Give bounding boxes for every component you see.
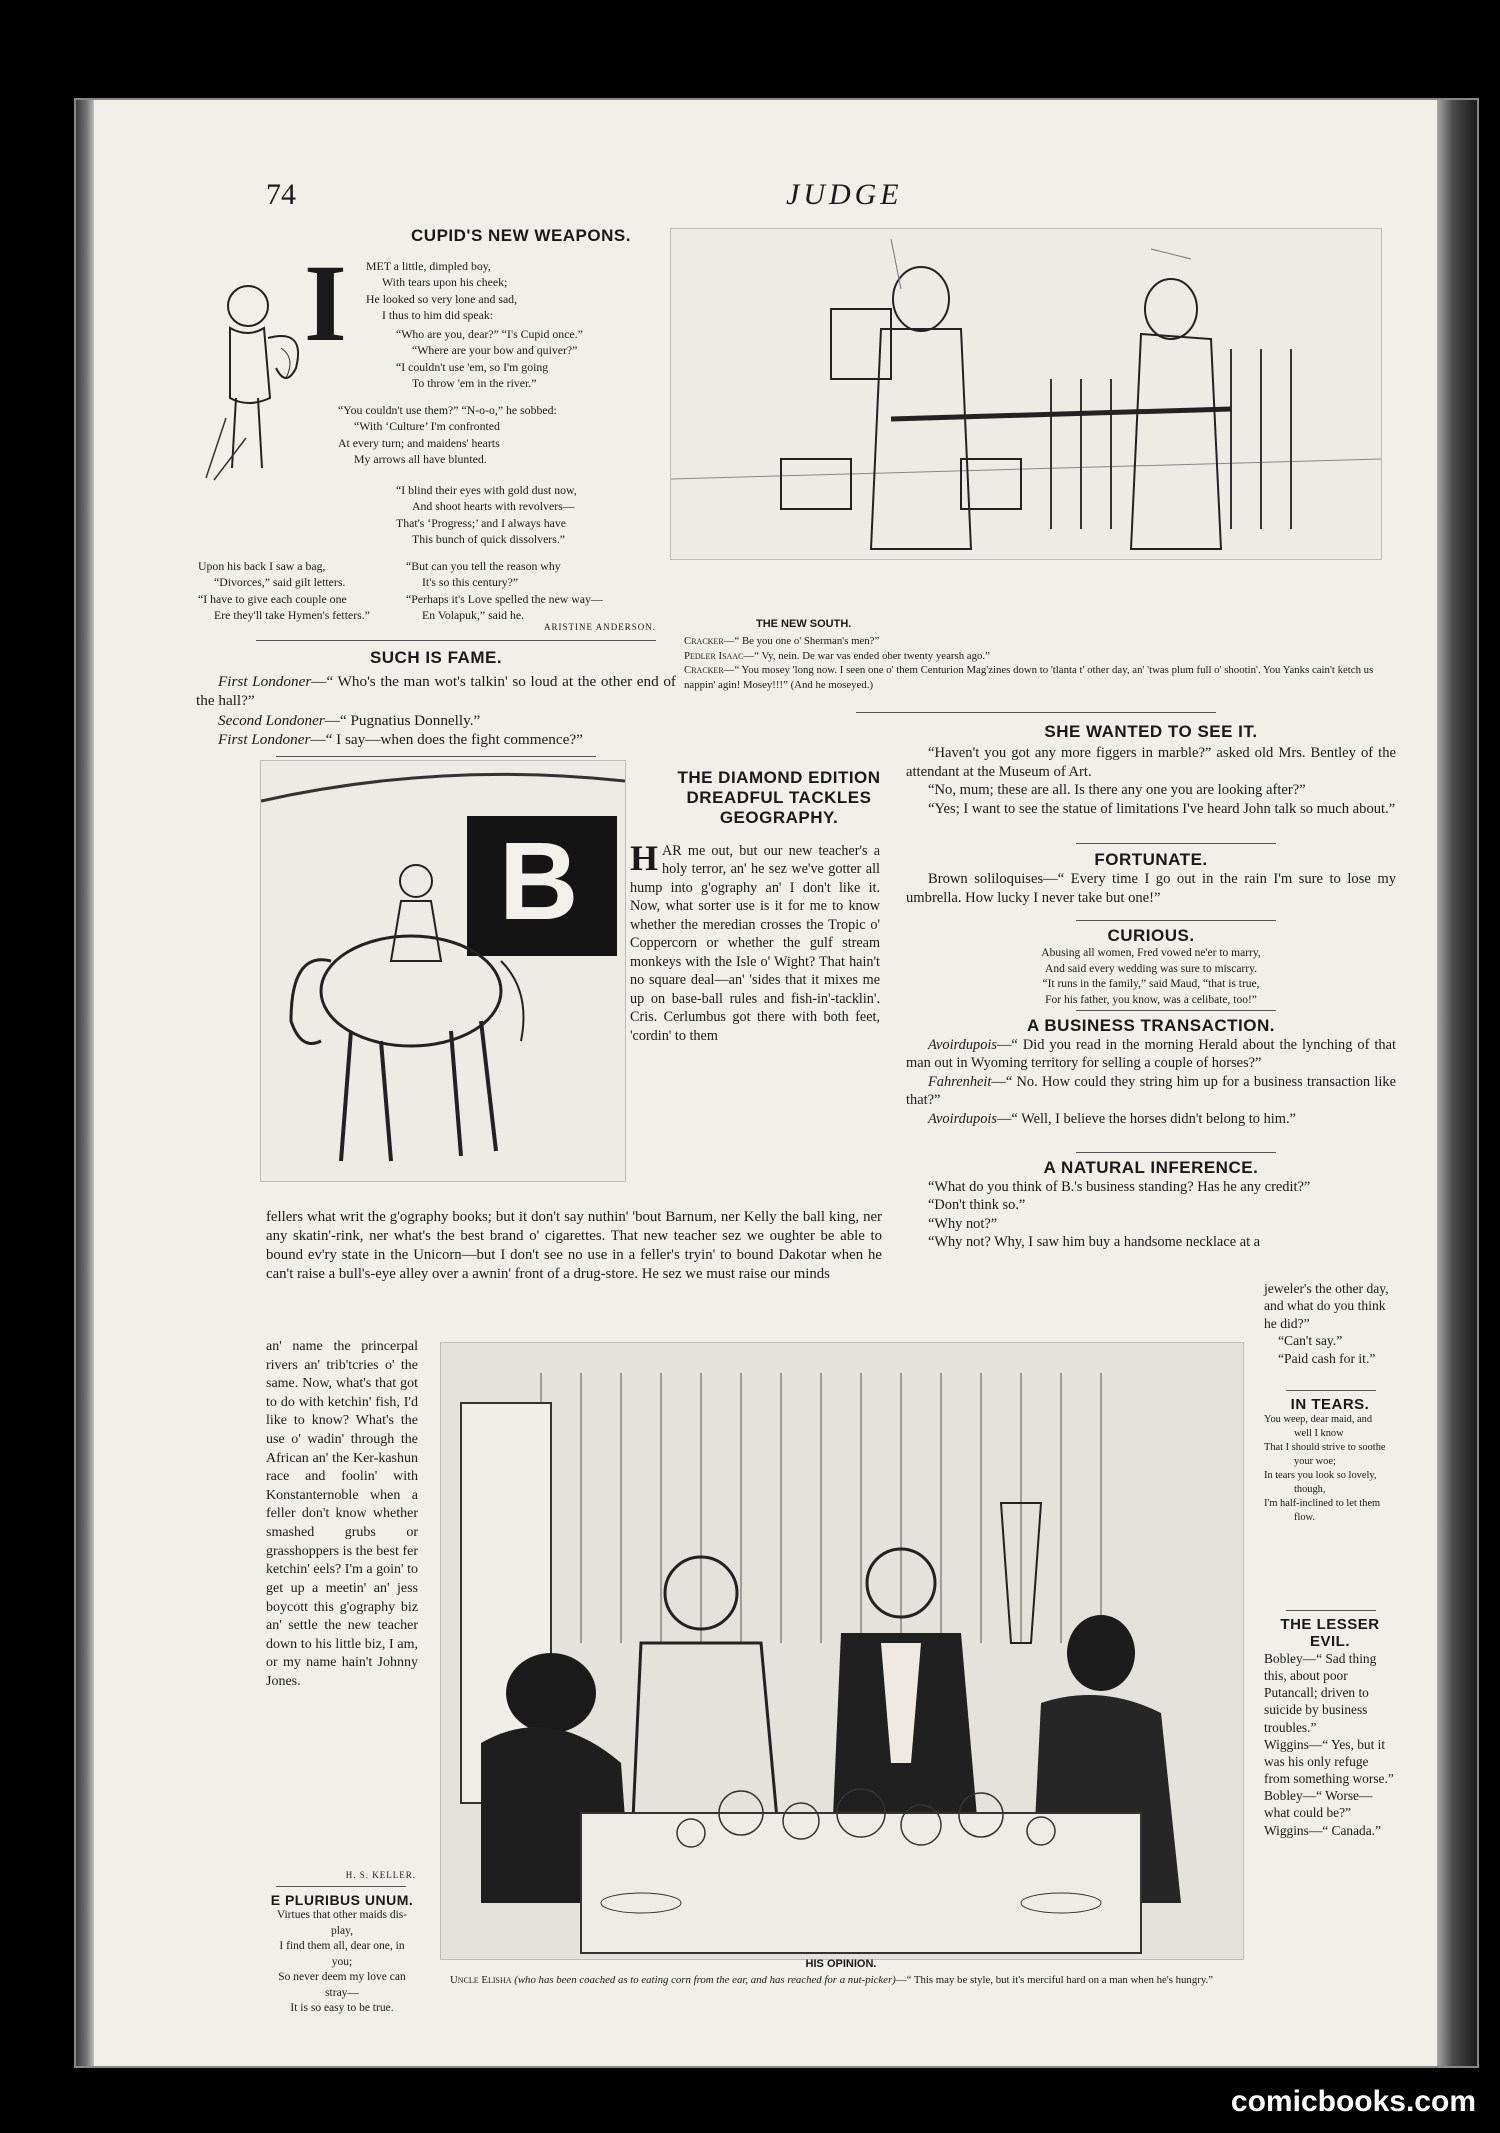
- diamond-paragraph: an' name the princerpal rivers an' trib'tcries o' the same. Now, what's that got to do with ketchin' fish, I'd like to know? What's the use o' wadin' through the African an' the Ker-kashun race and foolin' with Konstanternoble when a feller don't know whether smashed grubs or grasshoppers is the best fer ketchin' eels? I'm a goin' to get up a meetin' an' jess boycott this g'ography biz an' settle the new teacher down to his little biz, I am, or my name hain't Johnny Jones.: [266, 1339, 418, 1689]
- poem-line: “Perhaps it's Love spelled the new way—: [406, 591, 603, 606]
- business-line: [906, 1073, 1396, 1110]
- diamond-title-line: DREADFUL TACKLES: [686, 788, 872, 807]
- inference-body: [906, 1178, 1396, 1252]
- lesser-heading: THE LESSER EVIL.: [1280, 1616, 1380, 1650]
- poem-line: And shoot hearts with revolvers—: [412, 499, 575, 514]
- horse-illustration: [260, 760, 626, 1182]
- poem-line: “I couldn't use 'em, so I'm going: [396, 359, 549, 374]
- watermark: comicbooks.com: [1230, 2085, 1476, 2118]
- new-south-caption: [666, 618, 966, 630]
- line-text: —“ No. How could they string him up for a business transaction like that?”: [906, 1073, 1396, 1109]
- masthead: JUDGE: [786, 178, 903, 211]
- stage-direction: (who has been coached as to eating corn from the ear, and has reached for a nut-picker): [514, 1974, 896, 1986]
- paragraph-text: “Don't think so.”: [928, 1197, 1026, 1214]
- poem-line: I find them all, dear one, in: [279, 1940, 405, 1953]
- diamond-paragraph: [630, 838, 880, 1045]
- lesser-article: [1264, 1616, 1396, 1839]
- paragraph-text: Bobley—“ Sad thing this, about poor Putancall; driven to suicide by business troubles.”: [1264, 1651, 1377, 1735]
- poem-line: “I have to give each couple one: [198, 591, 347, 606]
- poem-line: flow.: [1294, 1512, 1315, 1524]
- paragraph-text: “Why not?”: [928, 1215, 998, 1232]
- poem-line: It is so easy to be true.: [290, 2002, 394, 2015]
- divider: [1286, 1610, 1376, 1611]
- poem-line: “Who are you, dear?” “I's Cupid once.”: [396, 327, 583, 341]
- poem-line: “You couldn't use them?” “N-o-o,” he sobbed:: [338, 403, 557, 417]
- south-line: [684, 649, 1398, 664]
- poem-line: well I know: [1294, 1428, 1344, 1440]
- speaker: Fahrenheit: [928, 1073, 992, 1090]
- poem-line: though,: [1294, 1484, 1326, 1496]
- line-text: —“ Pugnatius Donnelly.”: [324, 711, 481, 729]
- speaker: First Londoner: [218, 673, 312, 690]
- poem-line: So never deem my love can: [278, 1971, 406, 1984]
- speaker: Pedler Isaac: [684, 649, 744, 662]
- line-text: —“ I say—when does the fight commence?”: [310, 731, 583, 749]
- business-body: [906, 1036, 1396, 1128]
- poem-line: Ere they'll take Hymen's fetters.”: [214, 607, 370, 622]
- poem-line: play,: [331, 1924, 353, 1937]
- inference-article: [906, 1158, 1396, 1252]
- new-south-dialogue: [684, 634, 1398, 692]
- poem-line: With tears upon his cheek;: [382, 275, 508, 290]
- paragraph-text: Wiggins—“ Yes, but it was his only refuge from something worse.”: [1264, 1736, 1394, 1787]
- pluribus-poem: [262, 1892, 422, 2017]
- poem-line: That's ‘Progress;’ and I always have: [396, 515, 566, 530]
- business-article: [906, 1016, 1396, 1128]
- poem-line: Upon his back I saw a bag,: [198, 559, 326, 573]
- page-binding: [76, 100, 94, 2066]
- poem-line: He looked so very lone and sad,: [366, 291, 518, 306]
- paragraph-text: “What do you think of B.'s business standing? Has he any credit?”: [928, 1179, 1311, 1195]
- poem-line: In tears you look so lovely,: [1264, 1470, 1377, 1482]
- paragraph-text: Wiggins—“ Canada.”: [1264, 1822, 1381, 1838]
- diamond-wide-column: [266, 1208, 882, 1284]
- poem-line: At every turn; and maidens' hearts: [338, 435, 500, 450]
- marble-heading: SHE WANTED TO SEE IT.: [1044, 722, 1258, 741]
- page-edge: [1437, 100, 1477, 2066]
- diamond-left-column: [266, 1338, 418, 1692]
- cupid-stanza-1: [366, 258, 556, 323]
- poem-line: MET a little, dimpled boy,: [366, 259, 491, 273]
- cupid-stanza-5: [198, 558, 418, 623]
- speaker: First Londoner: [218, 731, 311, 749]
- curious-poem: [906, 926, 1396, 1008]
- diamond-drop-cap: H: [630, 838, 659, 878]
- cupid-stanza-3: [338, 402, 608, 467]
- fame-dialogue: [196, 672, 676, 750]
- poem-line: En Volapuk,” said he.: [422, 607, 525, 622]
- business-line: [906, 1036, 1396, 1073]
- poem-line: “It runs in the family,” said Maud, “that is true,: [1042, 978, 1260, 991]
- divider: [276, 756, 596, 757]
- speaker: Avoirdupois: [928, 1037, 998, 1053]
- cupid-title: [406, 226, 636, 246]
- speaker: Cracker: [684, 664, 724, 677]
- fame-article: [196, 648, 676, 750]
- divider: [256, 640, 656, 641]
- divider: [1076, 1010, 1276, 1011]
- inference-tail: [1264, 1280, 1396, 1367]
- poem-line: That I should strive to soothe: [1264, 1442, 1386, 1454]
- line-text: —“ Did you read in the morning Herald about the lynching of that man out in Wyoming territory for selling a couple of horses?”: [906, 1037, 1396, 1072]
- divider: [1076, 843, 1276, 844]
- diamond-paragraph: fellers what writ the g'ography books; but it don't say nuthin' 'bout Barnum, ner Kelly the ball king, ner any skatin'-rink, ner what's the best brand o' cigarettes. That new teacher sez we oughter be able to bound ev'ry state in the Unicorn—but I don't see no use in a feller's tryin' to bound Dakotar when he can't raise a bull's-eye alley over a awnin' front of a drug-store. He sez we must raise our minds: [266, 1209, 882, 1282]
- business-line: [906, 1110, 1396, 1128]
- opinion-title: HIS OPINION.: [805, 1958, 877, 1970]
- divider: [276, 1886, 406, 1887]
- paragraph-text: “Can't say.”: [1278, 1333, 1343, 1349]
- diamond-heading: [664, 768, 894, 828]
- divider: [856, 712, 1216, 713]
- poem-line: I'm half-inclined to let them: [1264, 1498, 1381, 1510]
- line-text: —“ Vy, nein. De war vas ended ober twenty yearsh ago.”: [743, 649, 990, 662]
- fame-line: [196, 730, 676, 749]
- paragraph-text: jeweler's the other day, and what do you think he did?”: [1264, 1281, 1389, 1331]
- poem-line: You weep, dear maid, and: [1264, 1414, 1373, 1425]
- poem-line: My arrows all have blunted.: [354, 451, 487, 466]
- pluribus-heading: E PLURIBUS UNUM.: [270, 1892, 414, 1908]
- south-line: [684, 634, 1398, 649]
- divider: [1076, 920, 1276, 921]
- poem-line: “I blind their eyes with gold dust now,: [396, 483, 577, 497]
- diamond-narrow-column: [630, 838, 880, 1045]
- speaker: Second Londoner: [218, 711, 325, 729]
- dinner-illustration: [440, 1342, 1244, 1960]
- poem-line: stray—: [325, 1986, 359, 1999]
- cupid-stanza-4: [396, 482, 646, 547]
- speaker: Cracker: [684, 635, 724, 647]
- line-text: —“ You mosey 'long now. I seen one o' them Centurion Mag'zines down to 'tlanta t' other day, an' 'twas plum full o' shootin'. You Yanks cain't ketch us nappin' agin! Mosey!!!” (And he moseyed.): [684, 664, 1374, 691]
- fortunate-article: [906, 850, 1396, 907]
- poem-line: It's so this century?”: [422, 575, 519, 590]
- poem-line: Abusing all women, Fred vowed ne'er to marry,: [1041, 947, 1261, 959]
- page-number: 74: [266, 178, 296, 211]
- paragraph-text: “Paid cash for it.”: [1278, 1350, 1376, 1366]
- inference-heading: A NATURAL INFERENCE.: [1043, 1158, 1259, 1177]
- new-south-illustration: [670, 228, 1382, 560]
- line-text: —“ Who's the man wot's talkin' so loud at the other end of the hall?”: [196, 673, 676, 710]
- divider: [1286, 1390, 1376, 1391]
- cupid-stanza-6: [406, 558, 646, 623]
- marble-body: [906, 744, 1396, 819]
- sign-letter: B: [499, 820, 579, 943]
- opinion-quote: [436, 1973, 1246, 1988]
- poem-line: your woe;: [1294, 1456, 1336, 1468]
- tears-poem: [1264, 1396, 1396, 1525]
- new-south-title: THE NEW SOUTH.: [756, 618, 852, 630]
- fame-line: [196, 672, 676, 711]
- poem-line: “But can you tell the reason why: [406, 559, 561, 573]
- paragraph-text: “Haven't you got any more figgers in marble?” asked old Mrs. Bentley of the attendant at the Museum of Art.: [906, 745, 1396, 780]
- cupid-author: ARISTINE ANDERSON.: [543, 622, 656, 632]
- fortunate-heading: FORTUNATE.: [1094, 850, 1208, 869]
- line-text: —“ Well, I believe the horses didn't belong to him.”: [997, 1110, 1296, 1127]
- poem-line: “With ‘Culture’ I'm confronted: [354, 419, 500, 434]
- poem-line: This bunch of quick dissolvers.”: [412, 531, 566, 546]
- poem-line: I thus to him did speak:: [382, 307, 494, 322]
- paragraph-text: AR me out, but our new teacher's a holy terror, an' he sez we've gotter all hump into g'ography an' I don't like it. Now, what sorter use is it for me to know whether the meredian crosses the Tropic o' Coppercorn or whether the gulf stream monkeys with the Isle o' Wight? That hain't no square deal—an' 'sides that it mixes me up on base-ball rules and fish-in'-tacklin'. Cris. Cerlumbus got there with both feet, 'cordin' to them: [630, 843, 880, 1044]
- curious-heading: CURIOUS.: [1107, 926, 1195, 945]
- magazine-page: [74, 98, 1479, 2068]
- opinion-caption: [436, 1958, 1246, 1988]
- divider: [1076, 1152, 1276, 1153]
- line-text: —“ Be you one o' Sherman's men?”: [723, 635, 880, 647]
- diamond-title-line: GEOGRAPHY.: [719, 808, 839, 827]
- poem-line: “Divorces,” said gilt letters.: [214, 575, 346, 590]
- paragraph-text: “Why not? Why, I saw him buy a handsome necklace at a: [928, 1234, 1261, 1251]
- cupid-heading: CUPID'S NEW WEAPONS.: [411, 226, 631, 245]
- business-heading: A BUSINESS TRANSACTION.: [1027, 1016, 1275, 1035]
- paragraph-text: Bobley—“ Worse—what could be?”: [1264, 1788, 1373, 1821]
- paragraph-text: “No, mum; these are all. Is there any one you are looking after?”: [928, 782, 1306, 799]
- poem-line: Virtues that other maids dis-: [276, 1909, 408, 1921]
- poem-line: And said every wedding was sure to miscarry.: [1045, 962, 1257, 975]
- diamond-title-line: THE DIAMOND EDITION: [677, 768, 881, 787]
- cupid-drop-cap: I: [304, 242, 347, 364]
- dinner-drawing: [441, 1343, 1243, 1959]
- fortunate-body: [906, 870, 1396, 907]
- line-text: —“ This may be style, but it's merciful hard on a man when he's hungry.”: [895, 1974, 1214, 1986]
- speaker: Uncle Elisha: [450, 1974, 512, 1986]
- diamond-author: H. S. KELLER.: [345, 1870, 416, 1880]
- paragraph-text: Brown soliloquises—“ Every time I go out in the rain I'm sure to lose my umbrella. How lucky I never take but one!”: [906, 871, 1396, 906]
- cupid-stanza-2: [396, 326, 646, 391]
- poem-line: “Where are your bow and quiver?”: [412, 343, 578, 358]
- fame-line: [196, 711, 676, 730]
- poem-line: To throw 'em in the river.”: [412, 375, 537, 390]
- speaker: Avoirdupois: [928, 1110, 998, 1127]
- tears-heading: IN TEARS.: [1290, 1396, 1370, 1413]
- poem-line: For his father, you know, was a celibate, too!”: [1045, 993, 1257, 1006]
- south-line: [684, 663, 1398, 692]
- poem-line: you;: [331, 1955, 353, 1968]
- marble-article: [906, 722, 1396, 819]
- fame-heading: SUCH IS FAME.: [369, 648, 503, 667]
- new-south-drawing: [671, 229, 1381, 559]
- paragraph-text: “Yes; I want to see the statue of limitations I've heard John talk so much about.”: [928, 801, 1396, 818]
